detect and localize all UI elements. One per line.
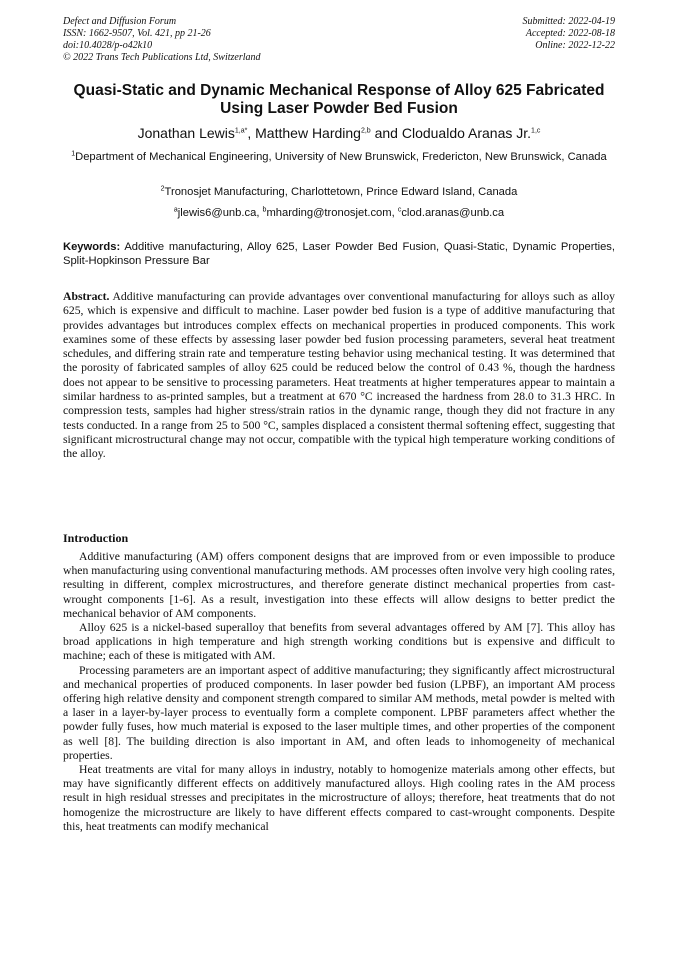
email-mark: a [173,206,178,214]
abstract-block [63,290,615,462]
date-submitted: Submitted: 2022-04-19 [522,16,615,27]
journal-info [63,16,261,64]
affiliation-2 [63,185,615,199]
affiliation-mark: 1 [71,150,76,158]
abstract-text: Additive manufacturing can provide advantages over conventional manufacturing for alloys such as alloy 625, which is expensive and difficult to machine. Laser powder bed fusion is a type of additive manufacturing that provides advantages but introduces complex effects on mechanical properties in produced components. This work examines some of these effects by assessing laser powder bed fusion processing parameters, several heat treatment schedules, and differing strain rate and temperature testing behavior using mechanical testing. It was determined that the porosity of fabricated samples of alloy 625 could be reduced below the control of 0.43 %, though the hardness does not appear to be sensitive to processing parameters. Heat treatments at higher temperatures appear to maintain a similar hardness to as-printed samples, but a treatment at 670 °C increased the hardness from 28.0 to 31.3 HRC. In compression tests, samples had higher stress/strain ratios in the dynamic range, though they did not fracture in any tests conducted. In a range from 25 to 500 °C, samples displaced a consistent thermal softening effect, suggesting that significant microstructural change may not occur, compatible with the typical high temperature working conditions of the alloy. [63,290,615,461]
intro-paragraph: Heat treatments are vital for many alloys in industry, notably to homogenize materials among other effects, but may have significantly different effects on additively manufactured alloys. High cooling rates in the AM process result in high residual stresses and precipitates in the microstructure of alloys; therefore, heat treatments that do not homogenize the microstructure are likely to have different effects compared to cast-wrought components. Despite this, heat treatments can modify mechanical [63,763,615,833]
affiliation-text: Tronosjet Manufacturing, Charlottetown, Prince Edward Island, Canada [164,186,518,198]
keywords-text: Additive manufacturing, Alloy 625, Laser Powder Bed Fusion, Quasi-Static, Dynamic Properties, Split-Hopkinson Pressure Bar [63,241,616,267]
introduction-body [63,550,615,834]
publication-dates [523,16,616,52]
author-name: Matthew Harding [255,125,361,141]
date-online: Online: 2022-12-22 [535,40,615,51]
journal-copyright: © 2022 Trans Tech Publications Ltd, Switzerland [63,52,261,63]
author-separator: , [247,125,256,141]
email-mark: c [397,206,402,214]
email-separator: , [391,207,398,219]
author-list [63,124,615,142]
email-mark: b [262,206,267,214]
affiliation-text: Department of Mechanical Engineering, University of New Brunswick, Fredericton, New Brunswick, Canada [75,151,607,163]
journal-doi: doi:10.4028/p-o42k10 [63,40,153,51]
abstract-label: Abstract. [63,290,110,303]
author-name: Clodualdo Aranas Jr. [401,125,532,141]
affiliation-mark: 2 [160,185,165,193]
journal-name: Defect and Diffusion Forum [63,16,177,27]
author-affiliation-mark: 1,c [531,127,541,135]
introduction-heading: Introduction [63,531,129,545]
keywords-label: Keywords: [63,241,121,253]
intro-paragraph: Additive manufacturing (AM) offers component designs that are improved from or even impossible to produce when manufacturing using conventional manufacturing methods. AM processes often involve very high cooling rates, resulting in different, complex microstructures, and therefore generate distinct mechanical properties from cast-wrought components [1-6]. As a result, investigation into these effects will allow designs to better predict the mechanical behavior of AM components. [63,550,615,620]
author-affiliation-mark: 1,a* [234,127,248,135]
email-link[interactable]: clod.aranas@unb.ca [401,207,505,219]
affiliation-1 [63,150,615,164]
keywords-block [63,240,615,268]
journal-issn: ISSN: 1662-9507, Vol. 421, pp 21-26 [63,28,211,39]
email-link[interactable]: jlewis6@unb.ca [177,207,257,219]
author-name: Jonathan Lewis [137,125,235,141]
intro-paragraph: Processing parameters are an important aspect of additive manufacturing; they significantly affect microstructural and mechanical properties of produced components. In laser powder bed fusion (LPBF), an important AM process offering high relative density and component strength compared to similar AM methods, metal powder is melted with a laser in a layer-by-layer process to eventually form a complete component. LPBF parameters affect whether the powder fully fuses, how much material is exposed to the laser multiple times, and other properties of the component as well [8]. The building direction is also important in AM, and often leads to inhomogeneity of mechanical properties. [63,663,615,762]
author-emails [63,206,615,220]
date-accepted: Accepted: 2022-08-18 [525,28,615,39]
email-separator: , [256,207,263,219]
author-affiliation-mark: 2,b [360,127,371,135]
email-link[interactable]: mharding@tronosjet.com [266,207,392,219]
intro-paragraph: Alloy 625 is a nickel-based superalloy that benefits from several advantages offered by AM [7]. This alloy has broad applications in high temperature and high strength working conditions but is expensive and difficult to machine; each of these is mitigated with AM. [63,621,615,663]
author-separator: and [370,125,402,141]
paper-title: Quasi-Static and Dynamic Mechanical Response of Alloy 625 Fabricated Using Laser Powder Bed Fusion [73,82,605,117]
